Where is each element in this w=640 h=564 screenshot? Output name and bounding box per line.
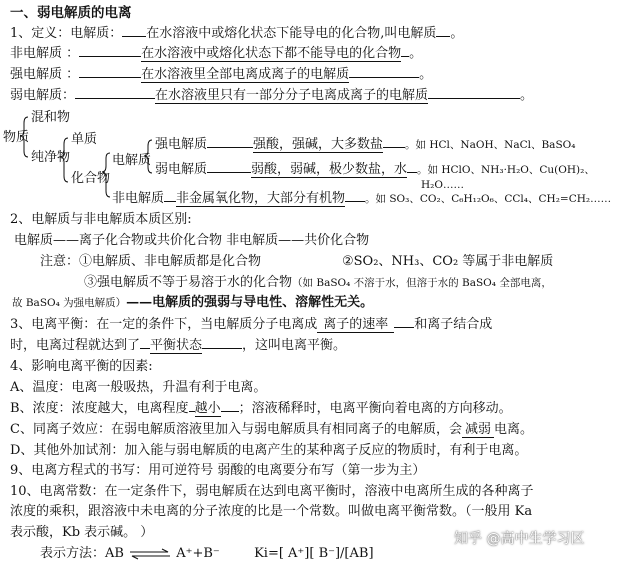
c-text: C、同离子效应：在弱电解质溶液里加入与弱电解质具有相同离子的电解质，会: [10, 422, 462, 437]
b-fill: 越小: [194, 401, 221, 416]
def-text: 在水溶液里只有一部分分子电离成离子的电解质: [155, 88, 429, 103]
factor-a: A、温度：电离一般吸热，升温有利于电离。: [10, 380, 267, 395]
def-text: 在水溶液中或熔化状态下都不能导电的化合物: [141, 46, 402, 61]
b-text: B、浓度：浓度越大，电离程度: [10, 401, 189, 416]
factor-d: D、其他外加试剂：加入能与弱电解质的电离产生的某种离子反应的物质时，有利于电离。: [10, 443, 528, 458]
note-3-paren: （如 BaSO₄ 不溶于水，但溶于水的 BaSO₄ 全部电离，: [292, 277, 552, 289]
b-text-2: ；溶液稀释时，电离平衡向着电离的方向移动。: [238, 401, 512, 416]
period: 。: [419, 67, 433, 82]
weak-examples-cont: H₂O……: [421, 179, 464, 191]
s3-text-3: 时，电离过程就达到了: [10, 338, 141, 353]
note-3-bold: ——电解质的强弱与导电性、溶解性无关。: [126, 295, 374, 310]
tree-compound: 化合物: [71, 171, 111, 186]
weak-fill: 弱酸，弱碱，极少数盐，水: [251, 162, 408, 177]
watermark: 知乎 @高中生学习区: [454, 531, 585, 547]
c-fill: 减弱: [462, 422, 494, 438]
s9-line: 9、电离方程式的书写：用可逆符号 弱酸的电离要分布写（第一步为主）: [10, 463, 426, 478]
non-fill: 非金属氧化物，大部分有机物: [176, 191, 346, 206]
fill-blank-2: [202, 348, 242, 349]
tree-nonelectrolyte: 非电解质: [112, 191, 165, 206]
expr-products: A⁺+B⁻: [176, 546, 220, 561]
note-2: ②SO₂、NH₃、CO₂ 等属于非电解质: [342, 254, 554, 269]
factor-b: [10, 400, 512, 418]
tree-electrolyte: 电解质: [112, 153, 152, 168]
tree-weak: 弱电解质: [155, 162, 208, 177]
fill-blank: [394, 327, 414, 328]
fill-blank: [207, 147, 253, 148]
section-title: 一、弱电解质的电离: [10, 5, 132, 21]
tree-strong-row: [155, 136, 575, 154]
tree-substance: 物质: [3, 130, 30, 145]
def-label: 强电解质 ：: [10, 67, 80, 82]
tree-strong: 强电解质: [155, 137, 208, 152]
tree-element: 单质: [71, 132, 98, 147]
tree-weak-row: [155, 161, 595, 179]
s10-line3: 表示酸，Kb 表示碱。 ）: [10, 525, 154, 540]
s10-line1: 10、电离常数：在一定条件下，弱电解质在达到电离平衡时，溶液中电离所生成的各种离子: [10, 484, 534, 499]
note-3: ③强电解质不等于易溶于水的化合物: [84, 275, 293, 290]
s3-text-2: 和离子结合成: [414, 317, 493, 332]
s3-text: 3、电离平衡：在一定的条件下，当电解质分子电离成: [10, 317, 318, 332]
expression-row: [40, 545, 374, 563]
fill-blank: [164, 201, 176, 202]
period: 。: [450, 26, 464, 41]
expr-ki: Ki=[ A⁺][ B⁻]/[AB]: [254, 546, 374, 561]
def-label: 弱电解质：: [10, 88, 76, 103]
s3-fill: 离子的速率: [317, 317, 394, 333]
period: 。: [409, 46, 423, 61]
strong-fill: 强酸，强碱，大多数盐: [253, 137, 384, 152]
factor-c: [10, 421, 533, 439]
def-text: 在水溶液里全部电离成离子的电解质: [141, 67, 350, 82]
weak-examples: 。如 HClO、NH₃·H₂O、Cu(OH)₂、: [417, 164, 595, 176]
fill-blank-2: [407, 172, 417, 173]
s3-line2: [10, 337, 346, 355]
note-3-row: [84, 274, 552, 292]
s3-line1: [10, 316, 492, 334]
s2-line: 电解质——离子化合物或共价化合物 非电解质——共价化合物: [14, 233, 370, 248]
non-examples: 。如 SO₃、CO₂、C₆H₁₂O₆、CCl₄、CH₂=CH₂……: [365, 193, 612, 205]
expr-label: 表示方法：AB: [40, 546, 124, 561]
def-label: 1、定义：电解质：: [10, 26, 123, 41]
c-text-2: 电离。: [493, 422, 533, 437]
strong-examples: 。如 HCl、NaOH、NaCl、BaSO₄: [405, 139, 576, 151]
fill-blank-2: [221, 411, 239, 412]
s3-text-4: ，这叫电离平衡。: [242, 338, 347, 353]
s4-heading: 4、影响电离平衡的因素:: [10, 359, 153, 374]
note-3-end: 故 BaSO₄ 为强电解质）: [12, 297, 127, 309]
def-label: 非电解质 ：: [10, 46, 80, 61]
period: 。: [520, 88, 534, 103]
fill-blank: [207, 172, 251, 173]
tree-pure: 纯净物: [31, 150, 71, 165]
s10-line2: 浓度的乘积，跟溶液中未电离的分子浓度的比是一个常数。叫做电离平衡常数。（一般用 Ka: [10, 504, 533, 519]
fill-blank-2: [383, 147, 405, 148]
note-3-cont: [12, 294, 373, 312]
reversible-arrow-icon: [128, 548, 172, 560]
def-text: 在水溶液中或熔化状态下能导电的化合物,叫电解质: [146, 26, 437, 41]
note-1: 注意：①电解质、非电解质都是化合物: [40, 254, 262, 269]
fill-blank: [140, 348, 150, 349]
tree-nonelectrolyte-row: [112, 190, 611, 208]
s3-fill-2: 平衡状态: [150, 338, 203, 353]
fill-blank-2: [345, 201, 365, 202]
s2-heading: 2、电解质与非电解质本质区别:: [10, 212, 192, 227]
tree-mixture: 混和物: [31, 110, 71, 125]
